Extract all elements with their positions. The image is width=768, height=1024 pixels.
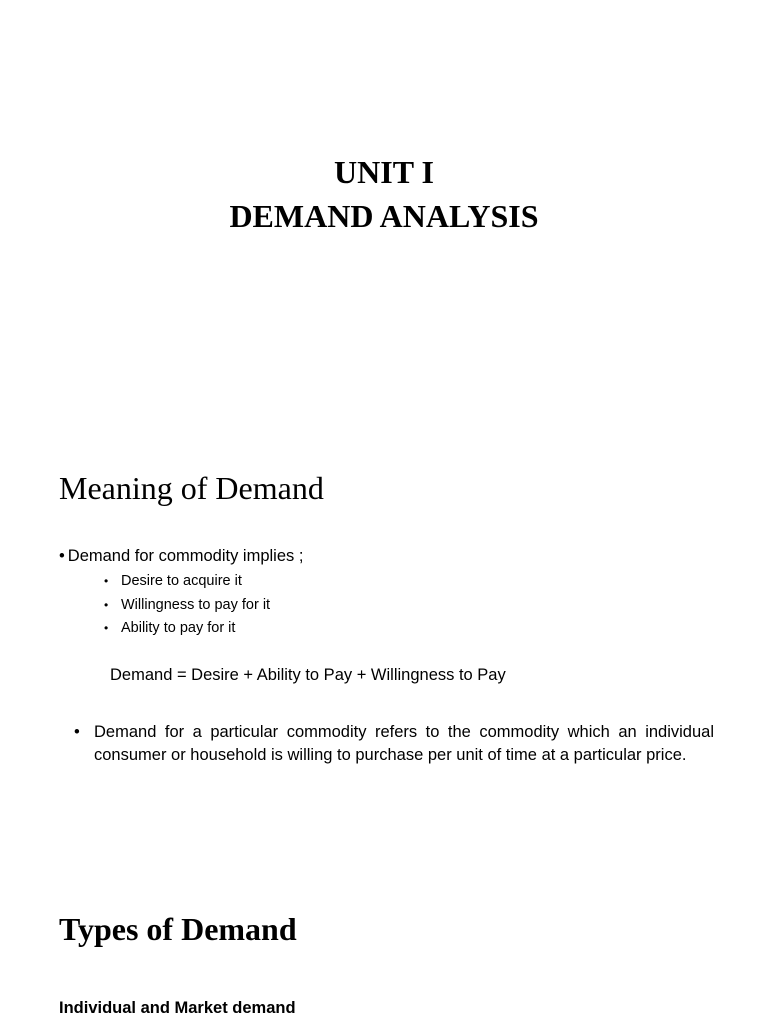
bullet-dot: • — [104, 597, 109, 612]
sub-bullet-item — [104, 617, 270, 641]
main-bullet — [59, 545, 303, 567]
sub-bullet-text: Desire to acquire it — [121, 573, 242, 589]
unit-title-line-1: UNIT I — [334, 154, 434, 190]
slide-types-of-demand — [0, 864, 768, 1024]
bullet-dot: • — [74, 723, 80, 741]
main-bullet-text: Demand for commodity implies ; — [67, 547, 304, 565]
demand-formula: Demand = Desire + Ability to Pay + Willingness to Pay — [110, 666, 506, 684]
slide-meaning-of-demand — [0, 432, 768, 864]
unit-title-line-2: DEMAND ANALYSIS — [229, 198, 539, 234]
slide-title-unit — [0, 0, 768, 432]
definition-paragraph — [74, 721, 714, 767]
sub-bullet-item — [104, 570, 270, 594]
bullet-dot: • — [59, 547, 65, 565]
sub-bullet-text: Willingness to pay for it — [121, 596, 271, 613]
types-title: Types of Demand — [59, 911, 297, 947]
meaning-title: Meaning of Demand — [59, 470, 324, 506]
types-subheading: Individual and Market demand — [59, 999, 296, 1017]
bullet-dot: • — [104, 621, 109, 635]
bullet-dot: • — [104, 574, 109, 588]
sub-bullet-list — [104, 570, 270, 641]
definition-text: Demand for a particular commodity refers to the commodity which an individual consumer or household is willing to purchase per unit of time at a particular price. — [94, 723, 714, 764]
sub-bullet-item — [104, 594, 270, 618]
unit-title — [0, 150, 768, 238]
sub-bullet-text: Ability to pay for it — [121, 620, 236, 636]
